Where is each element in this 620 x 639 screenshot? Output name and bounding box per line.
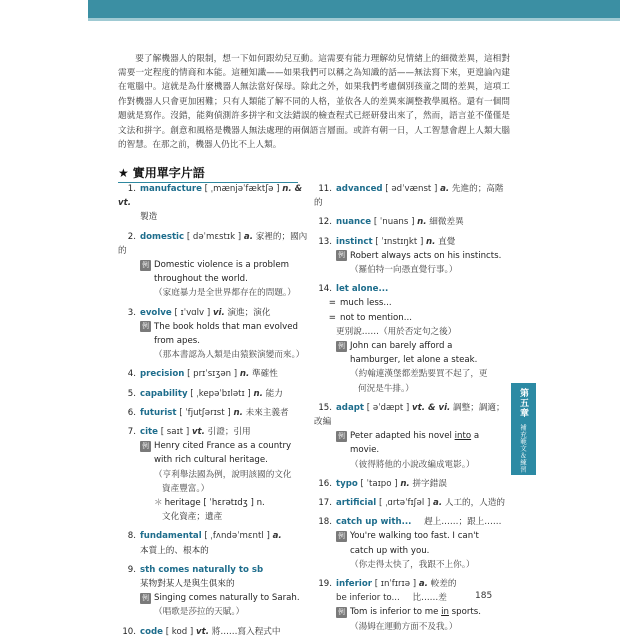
vocab-entry bbox=[314, 182, 506, 210]
entry-word: artificial bbox=[336, 498, 377, 509]
entry-word: adapt bbox=[336, 402, 365, 413]
entry-word: fundamental bbox=[140, 531, 202, 542]
entry-word: domestic bbox=[140, 231, 185, 242]
entry-number: 9. bbox=[127, 564, 136, 575]
chapter-side-tab bbox=[511, 383, 536, 475]
entry-number: 4. bbox=[127, 369, 136, 380]
example-sentence: 例 John can barely afford a hamburger, let alone a steak. bbox=[338, 341, 478, 366]
entry-ipa: [ əˈdæpt ] bbox=[366, 402, 410, 413]
entry-number: 7. bbox=[127, 427, 136, 438]
entry-ipa: [ ˈtaɪpo ] bbox=[360, 478, 398, 489]
entry-word: evolve bbox=[140, 307, 172, 318]
synonym-line: = not to mention... bbox=[328, 312, 412, 323]
example-translation: （你走得太快了，我跟不上你。） bbox=[350, 559, 475, 570]
example-sentence: 例 Tom is inferior to me in sports. bbox=[338, 607, 481, 618]
entry-number: 6. bbox=[127, 407, 136, 418]
entry-word: inferior bbox=[336, 579, 372, 590]
entry-pos: n. bbox=[239, 369, 250, 380]
entry-pos: a. bbox=[272, 531, 282, 542]
vocab-entry bbox=[118, 230, 308, 258]
entry-ipa: [ ˌɑrtəˈfɪʃəl ] bbox=[378, 498, 431, 509]
entry-pos: vi. bbox=[212, 307, 225, 318]
vocab-entry bbox=[118, 563, 308, 577]
vocab-entry bbox=[314, 282, 506, 296]
entry-ipa: [ saɪt ] bbox=[160, 427, 190, 438]
vocab-entry bbox=[314, 401, 506, 429]
entry-pos: n. & vt. bbox=[118, 184, 303, 209]
vocab-column-right bbox=[314, 182, 506, 634]
entry-number: 14. bbox=[318, 284, 332, 295]
entry-word: code bbox=[140, 626, 163, 637]
entry-gloss: 未來主義者 bbox=[245, 407, 289, 418]
example-badge-icon: 例 bbox=[142, 260, 149, 269]
chapter-subtitle: 補充範文＆練習 bbox=[519, 424, 527, 473]
entry-gloss: 製造 bbox=[140, 212, 158, 223]
entry-word: typo bbox=[336, 478, 358, 489]
entry-number: 13. bbox=[318, 236, 332, 247]
entry-pos: n. bbox=[253, 388, 263, 399]
example-badge-icon: 例 bbox=[338, 341, 345, 350]
entry-pos: a. bbox=[243, 231, 253, 242]
vocab-entry bbox=[314, 215, 506, 229]
entry-word: catch up with... bbox=[336, 517, 412, 528]
example-sentence: 例 The book holds that man evolved from apes. bbox=[142, 321, 298, 347]
example-sentence: 例 You're walking too fast. I can't catch up with you. bbox=[338, 531, 479, 556]
example-badge-icon: 例 bbox=[142, 322, 149, 331]
example-badge-icon: 例 bbox=[338, 251, 345, 260]
example-badge-icon: 例 bbox=[142, 593, 149, 602]
entry-gloss: 更別說……（用於否定句之後） bbox=[336, 326, 457, 337]
entry-ipa: [ ˌmænjəˈfæktʃə ] bbox=[204, 184, 280, 194]
entry-pos: vt. & vi. bbox=[412, 402, 451, 413]
entry-ipa: [ ədˈvænst ] bbox=[385, 184, 438, 194]
entry-number: 11. bbox=[318, 184, 332, 194]
entry-gloss: 調整；調適；改編 bbox=[314, 402, 505, 428]
entry-word: sth comes naturally to sb bbox=[140, 564, 264, 575]
entry-ipa: [ ɪnˈfɪrɪə ] bbox=[374, 579, 417, 590]
vocab-entry bbox=[314, 515, 506, 529]
entry-ipa: [ ˌkepəˈbɪlətɪ ] bbox=[190, 388, 251, 399]
entry-word: precision bbox=[140, 369, 185, 380]
example-translation: 資產豐富。） bbox=[162, 483, 210, 494]
header-divider bbox=[88, 18, 620, 21]
entry-ipa: [ ˈɪnstɪŋkt ] bbox=[375, 236, 424, 247]
entry-ipa: [ kod ] bbox=[165, 626, 194, 637]
entry-number: 16. bbox=[318, 478, 332, 489]
vocab-entry bbox=[118, 529, 308, 543]
entry-gloss: 家裡的；國內的 bbox=[118, 231, 308, 256]
example-badge-icon: 例 bbox=[338, 607, 345, 616]
derived-gloss: 文化資產；遺產 bbox=[162, 512, 223, 523]
example-translation: 何況是牛排。） bbox=[358, 383, 414, 394]
entry-number: 15. bbox=[318, 402, 332, 413]
vocab-entry bbox=[118, 367, 308, 381]
example-badge-icon: 例 bbox=[338, 531, 345, 540]
example-sentence: 例 Domestic violence is a problem throughout the world. bbox=[142, 260, 289, 285]
example-translation: （亨利舉法國為例，說明該國的文化 bbox=[154, 469, 292, 480]
entry-number: 2. bbox=[127, 231, 136, 242]
vocab-entry bbox=[118, 182, 308, 210]
entry-number: 3. bbox=[127, 307, 136, 318]
entry-pos: n. bbox=[426, 236, 436, 247]
entry-gloss: 直覺 bbox=[438, 236, 456, 247]
entry-gloss: 較差的 bbox=[430, 579, 457, 590]
vocab-column-left bbox=[118, 182, 308, 639]
entry-gloss: 某物對某人是與生俱來的 bbox=[140, 579, 235, 590]
vocab-entry bbox=[314, 477, 506, 491]
entry-word: instinct bbox=[336, 236, 373, 247]
example-translation: （唱歌是莎拉的天賦。） bbox=[154, 607, 245, 618]
entry-gloss: 演進；演化 bbox=[227, 307, 271, 318]
phrase-line: be inferior to... 比……差 bbox=[336, 593, 447, 604]
entry-pos: n. bbox=[400, 478, 410, 489]
entry-word: let alone... bbox=[336, 284, 389, 295]
entry-number: 12. bbox=[318, 217, 332, 228]
example-sentence: 例 Singing comes naturally to Sarah. bbox=[142, 593, 300, 604]
entry-ipa: [ prɪˈsɪʒən ] bbox=[187, 369, 238, 380]
entry-ipa: [ ˌfʌndəˈmɛntl ] bbox=[204, 531, 270, 542]
example-translation: （湯姆在運動方面不及我。） bbox=[350, 621, 458, 632]
derived-word: ＊ heritage [ ˈhɛrətɪdʒ ] n. bbox=[154, 498, 265, 509]
reading-passage: 要了解機器人的限制，想一下如何跟幼兒互動。這需要有能力理解幼兒情緒上的細微差異，這相對需要一定程度的情商和本能。這種知識——如果我們可以稱之為知識的話——無法寫下來，更遑論內建在電腦中。這就是為什麼機器人無法當好保母。除此之外，如果我們考慮個別孩童之間的差異，這項工作對機器人只會更加困難；只有人類能了解不同的人格，並依各人的差異來調整教學風格。還有一個問題就是寫作。沒錯，能夠偵測許多拼字和文法錯誤的檢查程式已經研發出來了，然而，語言並不僅僅是文法和拼字。創意和風格是機器人無法處理的兩個語言層面。或許有朝一日，人工智慧會趕上人類大腦的智慧。在那之前，機器人仍比不上人類。 bbox=[118, 53, 510, 151]
example-sentence: 例 Robert always acts on his instincts. bbox=[338, 250, 502, 261]
entry-gloss: 引證；引用 bbox=[207, 427, 251, 438]
vocab-entry bbox=[118, 625, 308, 639]
example-translation: （羅伯特一向憑直覺行事。） bbox=[350, 265, 458, 276]
vocab-entry bbox=[118, 406, 308, 420]
entry-ipa: [ dəˈmɛstɪk ] bbox=[186, 231, 242, 242]
entry-gloss: 能力 bbox=[265, 388, 283, 399]
star-icon: ★ bbox=[118, 165, 129, 180]
entry-ipa: [ ˈnuans ] bbox=[373, 217, 415, 228]
entry-word: nuance bbox=[336, 217, 372, 228]
entry-number: 8. bbox=[127, 531, 136, 542]
entry-pos: vt. bbox=[196, 626, 209, 637]
entry-number: 5. bbox=[127, 388, 136, 399]
entry-gloss: 準確性 bbox=[252, 369, 278, 380]
example-badge-icon: 例 bbox=[142, 441, 149, 450]
entry-gloss: 人工的，人造的 bbox=[444, 498, 506, 509]
entry-gloss: 將……寫入程式中 bbox=[211, 626, 281, 637]
vocab-entry bbox=[118, 425, 308, 439]
page-number: 185 bbox=[475, 591, 493, 601]
entry-word: futurist bbox=[140, 407, 177, 418]
entry-pos: a. bbox=[440, 184, 450, 194]
entry-word: advanced bbox=[336, 184, 383, 194]
entry-word: capability bbox=[140, 388, 188, 399]
entry-number: 19. bbox=[318, 579, 332, 590]
entry-gloss: 細微差異 bbox=[429, 217, 464, 228]
entry-pos: n. bbox=[417, 217, 427, 228]
vocab-entry bbox=[118, 387, 308, 401]
example-translation: （那本書認為人類是由猿猴演變而來。） bbox=[154, 350, 305, 361]
entry-word: manufacture bbox=[140, 184, 202, 194]
header-band bbox=[88, 0, 620, 18]
entry-gloss: 本質上的、根本的 bbox=[140, 545, 209, 556]
entry-pos: vt. bbox=[191, 427, 205, 438]
synonym-line: = much less... bbox=[328, 298, 392, 309]
entry-number: 10. bbox=[122, 626, 136, 637]
entry-pos: n. bbox=[233, 407, 243, 418]
entry-number: 18. bbox=[318, 517, 332, 528]
entry-gloss: 拼字錯誤 bbox=[412, 478, 447, 489]
entry-ipa: [ ˈfjutʃərɪst ] bbox=[179, 407, 231, 418]
entry-word: cite bbox=[140, 427, 158, 438]
section-title-text: 實用單字片語 bbox=[132, 166, 205, 180]
entry-number: 17. bbox=[318, 498, 332, 509]
entry-gloss: 先進的；高階的 bbox=[314, 184, 504, 209]
entry-number: 1. bbox=[127, 184, 136, 194]
entry-gloss: 趕上……；跟上…… bbox=[424, 517, 502, 528]
example-badge-icon: 例 bbox=[338, 431, 345, 440]
example-sentence: 例 Henry cited France as a country with rich cultural heritage. bbox=[142, 441, 292, 466]
entry-pos: a. bbox=[418, 579, 428, 590]
section-title bbox=[118, 163, 298, 183]
vocab-entry bbox=[314, 235, 506, 249]
example-translation: （約翰連漢堡都差點要買不起了，更 bbox=[350, 369, 488, 380]
vocab-entry bbox=[118, 306, 308, 320]
chapter-label: 第五章 bbox=[518, 388, 528, 418]
entry-pos: a. bbox=[433, 498, 443, 509]
vocab-entry bbox=[314, 496, 506, 510]
example-sentence: 例 Peter adapted his novel into a movie. bbox=[338, 431, 480, 456]
example-translation: （彼得將他的小說改編成電影。） bbox=[350, 459, 475, 470]
vocab-entry bbox=[314, 577, 506, 591]
entry-ipa: [ ɪˈvɑlv ] bbox=[174, 307, 211, 318]
example-translation: （家庭暴力是全世界都存在的問題。） bbox=[154, 288, 296, 299]
